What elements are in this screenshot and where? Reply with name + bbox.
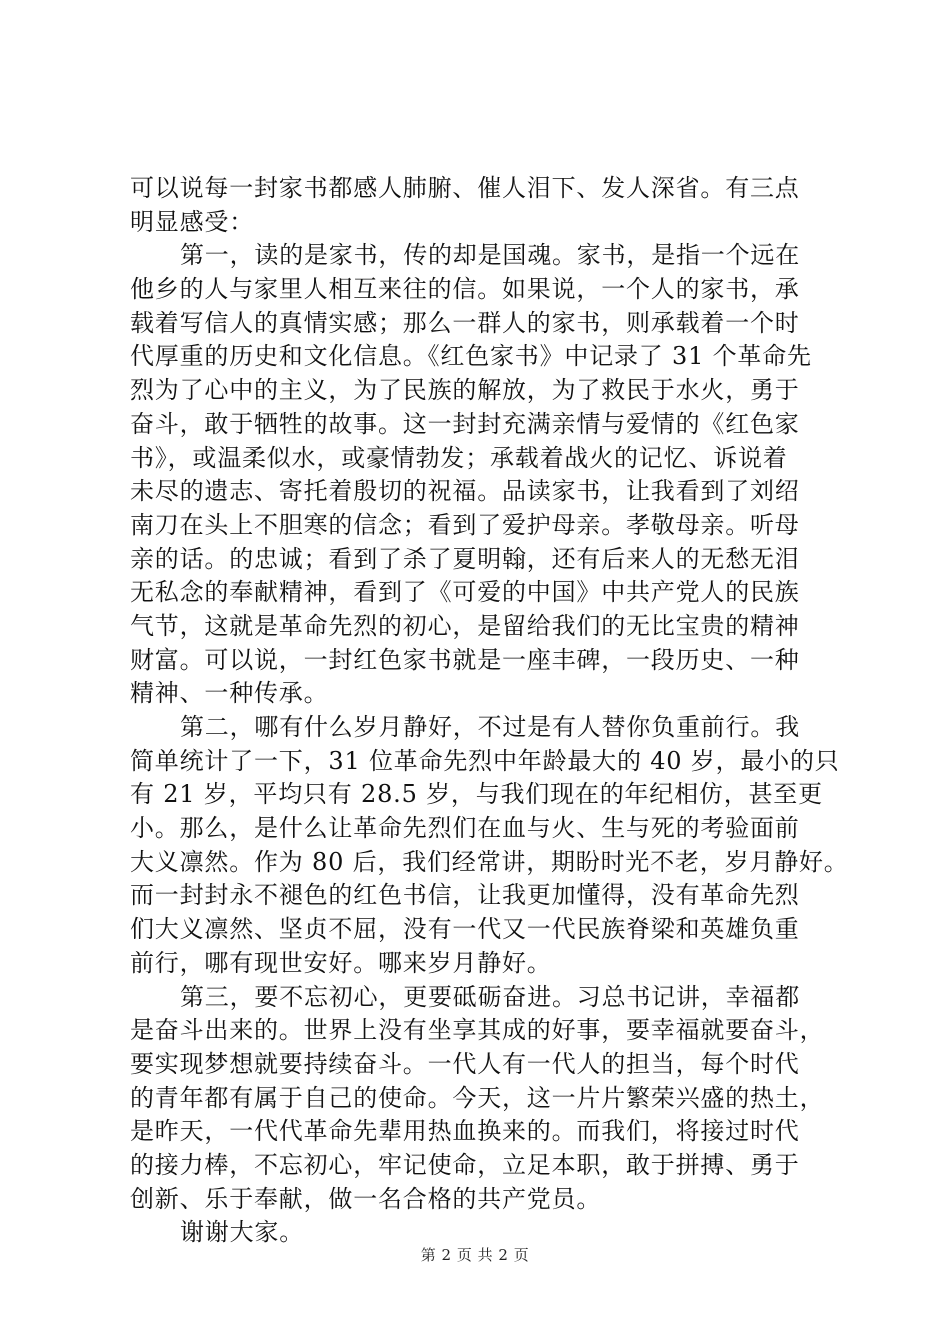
text-line: 小。那么，是什么让革命先烈们在血与火、生与死的考验面前	[130, 814, 800, 843]
text-line: 前行，哪有现世安好。哪来岁月静好。	[130, 948, 552, 977]
text-line: 未尽的遗志、寄托着殷切的祝福。品读家书，让我看到了刘绍	[130, 477, 800, 506]
text-line: 明显感受：	[130, 207, 254, 236]
text-line: 无私念的奉献精神，看到了《可爱的中国》中共产党人的民族	[130, 578, 800, 607]
paragraph-start-line: 第三，要不忘初心，更要砥砺奋进。习总书记讲，幸福都	[180, 982, 800, 1011]
text-line: 亲的话。的忠诚；看到了杀了夏明翰，还有后来人的无愁无泪	[130, 544, 800, 573]
paragraph-start-line: 第二，哪有什么岁月静好，不过是有人替你负重前行。我	[180, 713, 800, 741]
text-line: 大义凛然。作为 80 后，我们经常讲，期盼时光不老，岁月静好。	[130, 847, 849, 876]
text-line: 烈为了心中的主义，为了民族的解放，为了救民于水火，勇于	[130, 376, 800, 405]
text-line: 的青年都有属于自己的使命。今天，这一片片繁荣兴盛的热土，	[130, 1083, 825, 1112]
text-line: 创新、乐于奉献，做一名合格的共产党员。	[130, 1184, 602, 1213]
document-body	[130, 172, 849, 1250]
closing-line: 谢谢大家。	[180, 1218, 304, 1247]
text-line: 他乡的人与家里人相互来往的信。如果说，一个人的家书，承	[130, 275, 800, 304]
text-line: 代厚重的历史和文化信息。《红色家书》中记录了 31 个革命先	[130, 342, 812, 371]
text-line: 奋斗，敢于牺牲的故事。这一封封充满亲情与爱情的《红色家	[130, 409, 800, 438]
text-line: 是昨天，一代代革命先辈用热血换来的。而我们，将接过时代	[130, 1117, 800, 1146]
text-line: 简单统计了一下，31 位革命先烈中年龄最大的 40 岁，最小的只	[130, 746, 840, 775]
text-line: 有 21 岁，平均只有 28.5 岁，与我们现在的年纪相仿，甚至更	[130, 780, 823, 809]
text-line: 的接力棒，不忘初心，牢记使命，立足本职，敢于拼搏、勇于	[130, 1150, 800, 1179]
text-line: 是奋斗出来的。世界上没有坐享其成的好事，要幸福就要奋斗，	[130, 1016, 825, 1045]
text-line: 载着写信人的真情实感；那么一群人的家书，则承载着一个时	[130, 308, 800, 337]
text-line: 书》，或温柔似水，或豪情勃发；承载着战火的记忆、诉说着	[130, 443, 788, 472]
text-line: 可以说每一封家书都感人肺腑、催人泪下、发人深省。有三点	[130, 174, 800, 202]
text-line: 南刀在头上不胆寒的信念；看到了爱护母亲。孝敬母亲。听母	[130, 510, 800, 539]
text-line: 们大义凛然、坚贞不屈，没有一代又一代民族脊梁和英雄负重	[130, 915, 800, 944]
text-line: 而一封封永不褪色的红色书信，让我更加懂得，没有革命先烈	[130, 881, 800, 910]
page-number-footer: 第 2 页 共 2 页	[420, 1246, 530, 1264]
text-line: 财富。可以说，一封红色家书就是一座丰碑，一段历史、一种	[130, 645, 800, 674]
paragraph-start-line: 第一，读的是家书，传的却是国魂。家书，是指一个远在	[180, 241, 800, 270]
text-line: 精神、一种传承。	[130, 679, 329, 708]
text-line: 要实现梦想就要持续奋斗。一代人有一代人的担当，每个时代	[130, 1049, 800, 1078]
text-line: 气节，这就是革命先烈的初心，是留给我们的无比宝贵的精神	[130, 611, 800, 640]
